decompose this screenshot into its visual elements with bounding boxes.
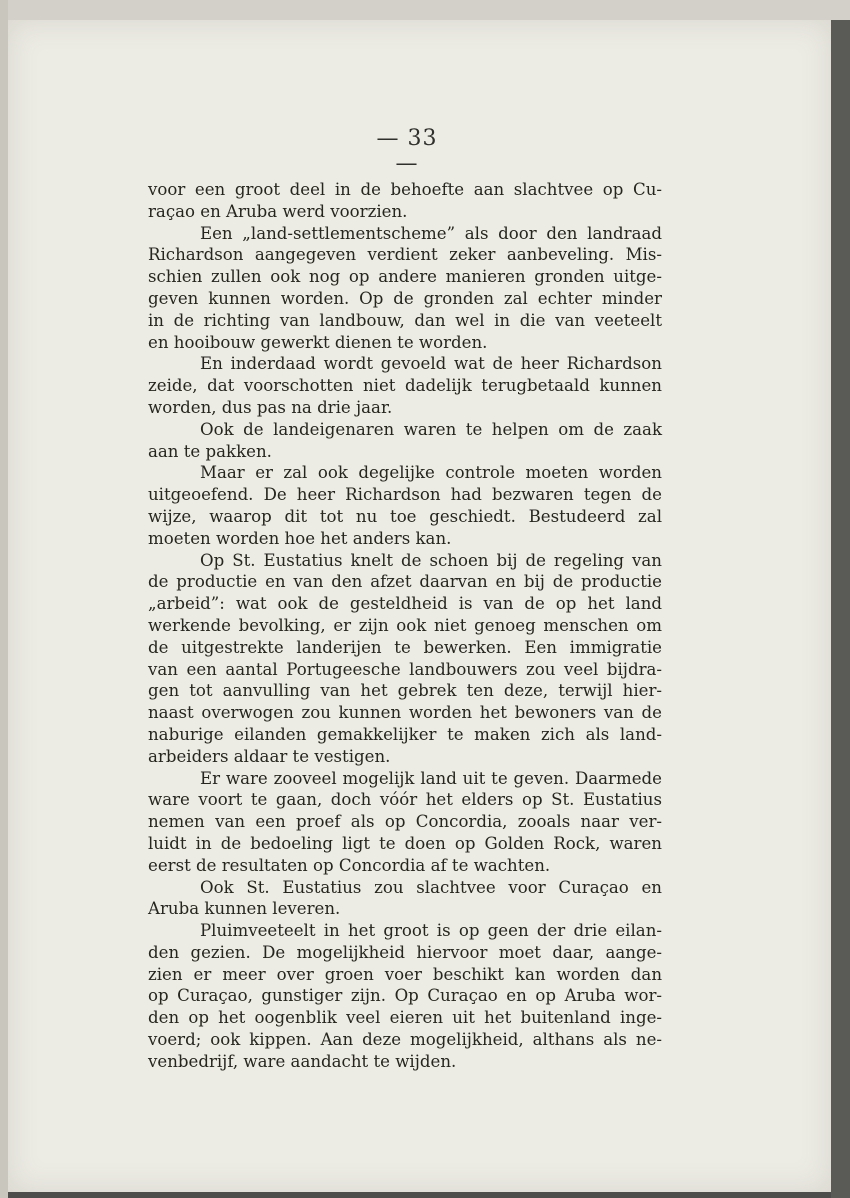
text-line: de uitgestrekte landerijen te bewerken. Een immigratie <box>148 637 662 657</box>
text-line: van een aantal Portugeesche landbouwers zou veel bijdra- <box>148 659 662 679</box>
text-line: Pluimveeteelt in het groot is op geen der drie eilan- <box>200 921 662 941</box>
text-line: raçao en Aruba werd voorzien. <box>148 201 408 221</box>
text-line: op Curaçao, gunstiger zijn. Op Curaçao en op Aruba wor- <box>148 986 662 1006</box>
page-number: — 33 — <box>376 126 438 176</box>
text-line: geven kunnen worden. Op de gronden zal echter minder <box>148 288 662 308</box>
text-line: luidt in de bedoeling ligt te doen op Golden Rock, waren <box>148 833 662 853</box>
text-line: Richardson aangegeven verdient zeker aanbeveling. Mis- <box>148 245 662 265</box>
text-line: schien zullen ook nog op andere manieren gronden uitge- <box>148 267 662 287</box>
text-line: nemen van een proef als op Concordia, zooals naar ver- <box>148 812 662 832</box>
text-line: den op het oogenblik veel eieren uit het buitenland inge- <box>148 1008 662 1028</box>
text-line: arbeiders aldaar te vestigen. <box>148 746 391 766</box>
text-line: worden, dus pas na drie jaar. <box>148 397 393 417</box>
text-line: uitgeoefend. De heer Richardson had bezwaren tegen de <box>148 485 662 505</box>
text-line: aan te pakken. <box>148 441 272 461</box>
scan-background-right <box>831 20 850 1198</box>
text-line: Ook St. Eustatius zou slachtvee voor Curaçao en <box>200 877 662 897</box>
text-line: Op St. Eustatius knelt de schoen bij de regeling van <box>200 550 662 570</box>
text-line: de productie en van den afzet daarvan en bij de productie <box>148 572 662 592</box>
text-line: moeten worden hoe het anders kan. <box>148 528 452 548</box>
text-line: Een „land-settlementscheme” als door den landraad <box>200 223 662 243</box>
text-line: ware voort te gaan, doch vóór het elders op St. Eustatius <box>148 790 662 810</box>
text-line: naast overwogen zou kunnen worden het bewoners van de <box>148 703 662 723</box>
text-line: den gezien. De mogelijkheid hiervoor moet daar, aange- <box>148 942 662 962</box>
text-line: Aruba kunnen leveren. <box>148 899 341 919</box>
text-line: En inderdaad wordt gevoeld wat de heer Richardson <box>200 354 662 374</box>
text-line: in de richting van landbouw, dan wel in die van veeteelt <box>148 310 662 330</box>
text-line: werkende bevolking, er zijn ook niet genoeg menschen om <box>148 615 662 635</box>
text-line: en hooibouw gewerkt dienen te worden. <box>148 332 488 352</box>
text-line: naburige eilanden gemakkelijker te maken zich als land- <box>148 724 662 744</box>
text-line: wijze, waarop dit tot nu toe geschiedt. Bestudeerd zal <box>148 506 662 526</box>
text-line: gen tot aanvulling van het gebrek ten deze, terwijl hier- <box>148 681 662 701</box>
text-line: Ook de landeigenaren waren te helpen om de zaak <box>200 419 662 439</box>
text-line: Er ware zooveel mogelijk land uit te geven. Daarmede <box>200 768 662 788</box>
scan-background-top <box>0 0 850 20</box>
text-line: eerst de resultaten op Concordia af te wachten. <box>148 855 551 875</box>
text-line: „arbeid”: wat ook de gesteldheid is van de op het land <box>148 594 662 614</box>
text-line: venbedrijf, ware aandacht te wijden. <box>148 1051 457 1071</box>
text-line: zeide, dat voorschotten niet dadelijk terugbetaald kunnen <box>148 376 662 396</box>
body-text <box>148 179 662 1073</box>
text-line: voor een groot deel in de behoefte aan slachtvee op Cu- <box>148 180 662 199</box>
text-line: voerd; ook kippen. Aan deze mogelijkheid, althans als ne- <box>148 1030 662 1050</box>
scan-background-left <box>0 0 8 1198</box>
text-line: zien er meer over groen voer beschikt kan worden dan <box>148 964 662 984</box>
text-line: Maar er zal ook degelijke controle moeten worden <box>200 463 662 483</box>
